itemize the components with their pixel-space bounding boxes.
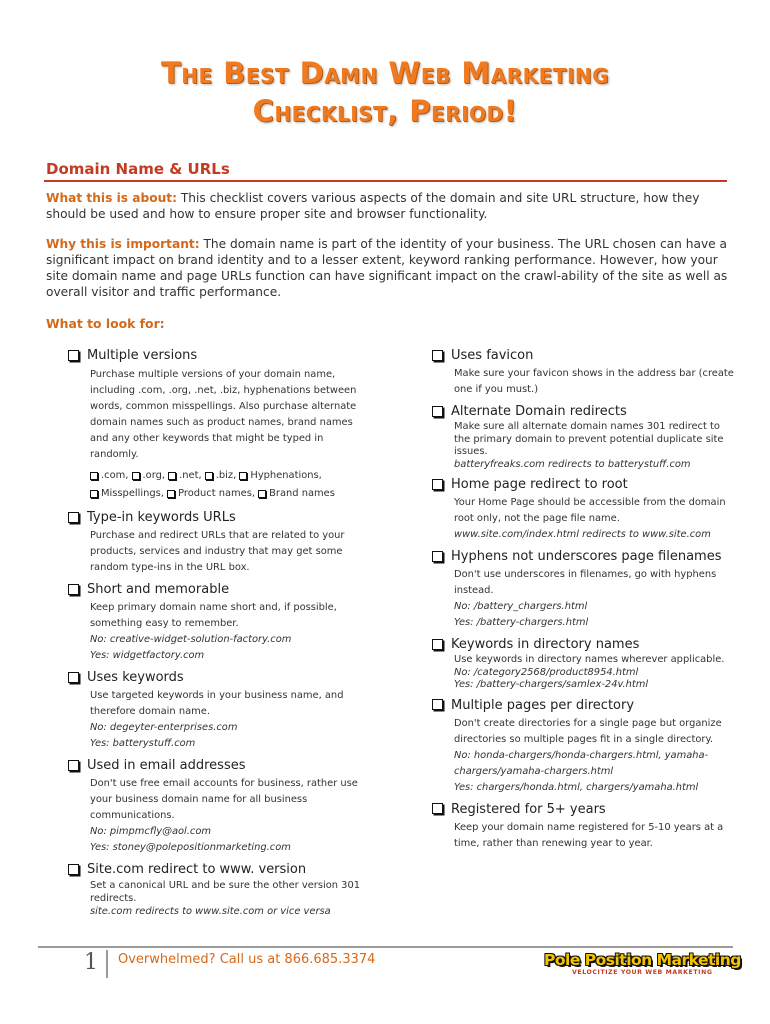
description-text: Make sure your favicon shows in the address bar (create one if you must.) bbox=[454, 368, 734, 395]
checkbox-icon[interactable] bbox=[432, 350, 443, 361]
checklist-item bbox=[68, 582, 373, 664]
sub-checklist-option bbox=[90, 486, 164, 502]
sub-checklist-label: .net, bbox=[179, 470, 202, 481]
checklist-item-heading bbox=[432, 698, 737, 714]
description-text: Don't create directories for a single page but organize directories so multiple pages fit in a single directory. bbox=[454, 717, 722, 745]
checkbox-icon[interactable] bbox=[167, 490, 175, 498]
checklist-item-heading bbox=[432, 802, 737, 818]
sub-checklist-option bbox=[168, 468, 201, 484]
about-paragraph bbox=[46, 190, 730, 222]
checklist-item-description bbox=[432, 654, 737, 692]
example-line: No: creative-widget-solution-factory.com bbox=[90, 634, 292, 645]
checkbox-icon[interactable] bbox=[90, 472, 98, 480]
sub-checklist-option bbox=[205, 468, 236, 484]
importance-text: The domain name is part of the identity of your business. The URL chosen can have a significant impact on brand identity and to a lesser extent, keyword ranking performance. However, how your site domain name and page URLs function can have significant impact on the crawl-ability of the site as well as overall visitor and traffic performance. bbox=[46, 237, 728, 299]
checklist-item-title: Multiple pages per directory bbox=[451, 697, 635, 713]
document-title bbox=[0, 54, 770, 130]
checkbox-icon[interactable] bbox=[68, 864, 79, 875]
footer-divider bbox=[38, 946, 733, 948]
checkbox-icon[interactable] bbox=[432, 639, 443, 650]
checklist-item bbox=[432, 477, 737, 543]
checklist-item bbox=[432, 698, 737, 796]
description-text: Purchase and redirect URLs that are related to your products, services and industry that may get some random type-ins in the URL box. bbox=[90, 530, 345, 573]
sub-checklist-row bbox=[90, 468, 373, 486]
company-logo bbox=[544, 951, 741, 983]
look-for-heading: What to look for: bbox=[46, 316, 165, 331]
checkbox-icon[interactable] bbox=[168, 472, 176, 480]
sub-checklist-option bbox=[239, 468, 321, 484]
checklist-item-description bbox=[68, 879, 373, 918]
description-text: Don't use free email accounts for business, rather use your business domain name for all business communications. bbox=[90, 778, 358, 821]
example-line: batteryfreaks.com redirects to batterystuff.com bbox=[454, 458, 691, 470]
page-number-separator bbox=[106, 950, 108, 978]
checkbox-icon[interactable] bbox=[432, 406, 443, 417]
checklist-item-title: Hyphens not underscores page filenames bbox=[451, 549, 722, 564]
checklist-item-title: Type-in keywords URLs bbox=[87, 510, 236, 525]
sub-checklist-label: .biz, bbox=[215, 470, 237, 481]
checklist-item-title: Home page redirect to root bbox=[451, 477, 628, 492]
example-line: Yes: batterystuff.com bbox=[90, 738, 196, 749]
call-to-action: Overwhelmed? Call us at 866.685.3374 bbox=[118, 952, 376, 967]
description-text: Purchase multiple versions of your domain name, including .com, .org, .net, .biz, hyphenations between words, common misspellings. Also purchase alternate domain names such as product names, brand names and any other keywords that might be typed in randomly. bbox=[90, 369, 357, 460]
checklist-item-heading bbox=[68, 862, 373, 878]
checkbox-icon[interactable] bbox=[68, 584, 79, 595]
sub-checklist-row bbox=[90, 486, 373, 504]
checkbox-icon[interactable] bbox=[68, 760, 79, 771]
checklist-item-description bbox=[68, 688, 373, 752]
example-line: No: pimpmcfly@aol.com bbox=[90, 826, 212, 837]
checklist-item-title: Short and memorable bbox=[87, 582, 230, 597]
sub-checklist-label: Hyphenations, bbox=[250, 470, 322, 481]
example-line: No: degeyter-enterprises.com bbox=[90, 722, 238, 733]
example-line: Yes: /battery-chargers.html bbox=[454, 617, 589, 628]
example-line: No: /category2568/product8954.html bbox=[454, 666, 639, 678]
checklist-item bbox=[432, 404, 737, 471]
checklist-item bbox=[68, 510, 373, 576]
checklist-item-title: Keywords in directory names bbox=[451, 637, 640, 652]
checklist-item-heading bbox=[68, 348, 373, 364]
checklist-item-title: Alternate Domain redirects bbox=[451, 404, 627, 419]
checklist-item-description bbox=[68, 367, 373, 504]
page-number: 1 bbox=[84, 950, 98, 975]
checklist-item-heading bbox=[432, 477, 737, 493]
checklist-item-heading bbox=[432, 637, 737, 653]
checklist-item-heading bbox=[68, 510, 373, 526]
sub-checklist-option bbox=[258, 486, 335, 502]
checklist-item-description bbox=[432, 421, 737, 471]
description-text: Use targeted keywords in your business name, and therefore domain name. bbox=[90, 690, 344, 717]
checklist-item bbox=[432, 348, 737, 398]
checkbox-icon[interactable] bbox=[68, 672, 79, 683]
sub-checklist-option bbox=[132, 468, 165, 484]
checklist-item bbox=[432, 802, 737, 852]
example-line: No: /battery_chargers.html bbox=[454, 601, 588, 612]
checklist-item-title: Used in email addresses bbox=[87, 758, 246, 773]
right-checklist-column bbox=[432, 344, 737, 852]
description-text: Make sure all alternate domain names 301 redirect to the primary domain to prevent potential duplicate site issues. bbox=[454, 421, 724, 457]
description-text: Set a canonical URL and be sure the other version 301 redirects. bbox=[90, 880, 361, 904]
checklist-item-title: Multiple versions bbox=[87, 348, 198, 363]
checkbox-icon[interactable] bbox=[432, 803, 443, 814]
example-line: www.site.com/index.html redirects to www.site.com bbox=[454, 529, 711, 540]
checkbox-icon[interactable] bbox=[432, 479, 443, 490]
checklist-item bbox=[68, 862, 373, 918]
checklist-item-heading bbox=[68, 582, 373, 598]
checklist-item bbox=[432, 549, 737, 631]
checklist-item-description bbox=[68, 600, 373, 664]
sub-checklist-label: Brand names bbox=[269, 488, 335, 499]
checklist-item-description bbox=[432, 716, 737, 796]
sub-checklist-label: .com, bbox=[101, 470, 129, 481]
checkbox-icon[interactable] bbox=[132, 472, 140, 480]
checklist-item-title: Uses favicon bbox=[451, 348, 534, 363]
logo-tagline: VELOCITIZE YOUR WEB MARKETING bbox=[572, 969, 713, 976]
checklist-item-description bbox=[68, 776, 373, 856]
description-text: Keep your domain name registered for 5-10 years at a time, rather than renewing year to year. bbox=[454, 821, 724, 849]
checklist-item-title: Site.com redirect to www. version bbox=[87, 862, 307, 877]
example-line: No: honda-chargers/honda-chargers.html, yamaha-chargers/yamaha-chargers.html bbox=[454, 749, 709, 777]
about-text: This checklist covers various aspects of the domain and site URL structure, how they should be used and how to ensure proper site and browser functionality. bbox=[46, 191, 700, 221]
section-divider bbox=[44, 180, 727, 182]
description-text: Don't use underscores in filenames, go with hyphens instead. bbox=[454, 569, 717, 596]
left-checklist-column bbox=[68, 344, 373, 918]
description-text: Your Home Page should be accessible from the domain root only, not the page file name. bbox=[454, 497, 726, 524]
section-heading: Domain Name & URLs bbox=[46, 160, 230, 178]
checkbox-icon[interactable] bbox=[432, 551, 443, 562]
checklist-item-description bbox=[432, 366, 737, 398]
checklist-item-heading bbox=[68, 758, 373, 774]
checkbox-icon[interactable] bbox=[205, 472, 213, 480]
example-line: Yes: /battery-chargers/samlex-24v.html bbox=[454, 679, 649, 690]
checkbox-icon[interactable] bbox=[239, 472, 247, 480]
checklist-item-title: Uses keywords bbox=[87, 670, 184, 685]
checklist-item bbox=[432, 637, 737, 692]
title-line-1: The Best Damn Web Marketing bbox=[160, 56, 610, 90]
sub-checklist-label: .org, bbox=[142, 470, 165, 481]
checklist-item bbox=[68, 348, 373, 504]
importance-paragraph bbox=[46, 236, 730, 300]
checklist-item-description bbox=[432, 820, 737, 852]
checklist-item-heading bbox=[68, 670, 373, 686]
example-line: Yes: chargers/honda.html, chargers/yamaha.html bbox=[454, 781, 699, 793]
checklist-item-heading bbox=[432, 348, 737, 364]
checkbox-icon[interactable] bbox=[68, 512, 79, 523]
checklist-item-description bbox=[68, 528, 373, 576]
checklist-item-description bbox=[432, 567, 737, 631]
checkbox-icon[interactable] bbox=[90, 490, 98, 498]
checkbox-icon[interactable] bbox=[258, 490, 266, 498]
title-line-2: Checklist, Period! bbox=[252, 94, 518, 128]
logo-wordmark: Pole Position Marketing bbox=[544, 951, 741, 969]
description-text: Keep primary domain name short and, if possible, something easy to remember. bbox=[90, 602, 337, 629]
example-line: site.com redirects to www.site.com or vice versa bbox=[90, 906, 331, 917]
description-text: Use keywords in directory names wherever applicable. bbox=[454, 654, 725, 665]
sub-checklist-option bbox=[167, 486, 255, 502]
about-lead: What this is about: bbox=[46, 191, 177, 205]
checkbox-icon[interactable] bbox=[68, 350, 79, 361]
sub-checklist-label: Misspellings, bbox=[101, 488, 164, 499]
example-line: Yes: widgetfactory.com bbox=[90, 650, 205, 661]
example-line: Yes: stoney@polepositionmarketing.com bbox=[90, 842, 291, 853]
importance-lead: Why this is important: bbox=[46, 237, 200, 251]
checkbox-icon[interactable] bbox=[432, 699, 443, 710]
checklist-item-title: Registered for 5+ years bbox=[451, 801, 606, 817]
checklist-item bbox=[68, 758, 373, 856]
sub-checklist-label: Product names, bbox=[178, 488, 256, 499]
checklist-item-description bbox=[432, 495, 737, 543]
checklist-item bbox=[68, 670, 373, 752]
checklist-item-heading bbox=[432, 404, 737, 420]
checklist-item-heading bbox=[432, 549, 737, 565]
sub-checklist-option bbox=[90, 468, 128, 484]
